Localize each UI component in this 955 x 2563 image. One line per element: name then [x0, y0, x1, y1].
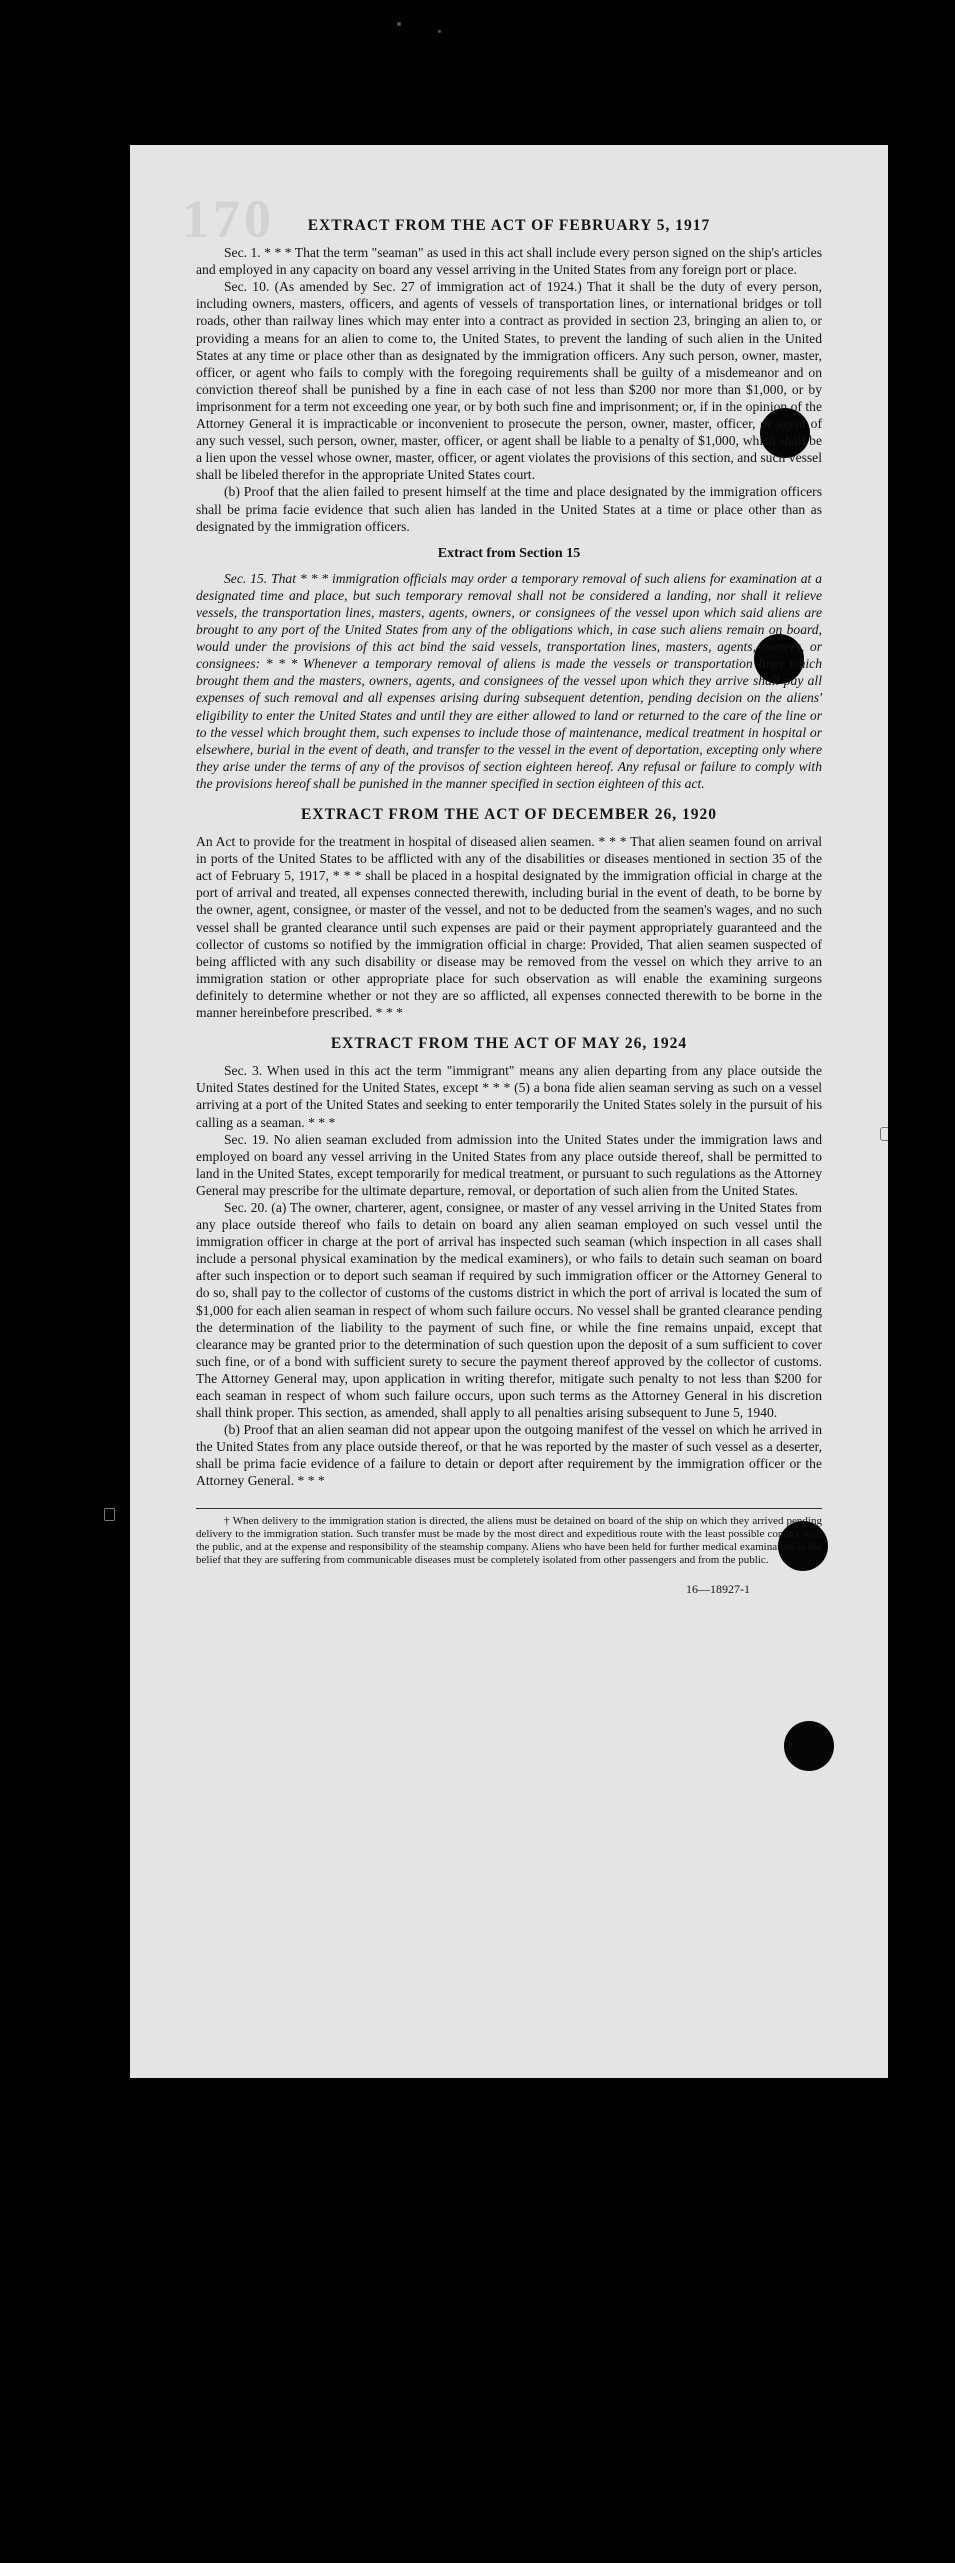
paragraph: Sec. 20. (a) The owner, charterer, agent, consignee, or master of any vessel arriving in the United States from any place outside thereof who fails to detain on board any alien seaman employed on such vessel until the immigration officer in charge at the port of arrival has inspected such seaman (which inspection in all cases shall include a personal physical examination by the medical examiners), or who fails to detain such seaman on board after such inspection or to deport such seaman if required by such immigration officer or the Attorney General to do so, shall pay to the collector of customs of the customs district in which the port of arrival is located the sum of $1,000 for each alien seaman in respect of whom such failure occurs. No vessel shall be granted clearance pending the determination of the liability to the payment of such fine, or while the fine remains unpaid, except that clearance may be granted prior to the determination of such question upon the deposit of a sum sufficient to cover such fine, or of a bond with sufficient surety to secure the payment thereof approved by the collector of customs. The Attorney General may, upon application in writing therefor, mitigate such penalty to not less than $200 for each seaman in respect of whom such failure occurs, upon such terms as the Attorney General in his discretion shall think proper. This section, as amended, shall apply to all penalties arising subsequent to June 5, 1940.: [196, 1199, 822, 1421]
paragraph: Sec. 19. No alien seaman excluded from admission into the United States under the immigration laws and employed on board any vessel arriving in the United States from any place outside thereof, shall be permitted to land in the United States, except temporarily for medical treatment, or pursuant to such regulations as the Attorney General may prescribe for the ultimate departure, removal, or deportation of such alien from the United States.: [196, 1131, 822, 1198]
paragraph: Sec. 3. When used in this act the term "immigrant" means any alien departing from any place outside the United States destined for the United States, except * * * (5) a bona fide alien seaman serving as such on a vessel arriving at a port of the United States and seeking to enter temporarily the United States solely in the pursuit of his calling as a seaman. * * *: [196, 1063, 822, 1130]
scan-artifact: [397, 22, 401, 26]
section-heading: EXTRACT FROM THE ACT OF FEBRUARY 5, 1917: [307, 217, 711, 234]
ghost-stamp: 170: [182, 189, 275, 249]
paragraph: (b) Proof that the alien failed to present himself at the time and place designated by the immigration officers shall be prima facie evidence that such alien has landed in the United States at a time or place other than as designated by the immigration officers.: [196, 484, 822, 534]
punch-hole: [784, 1721, 834, 1771]
divider: [196, 1508, 822, 1509]
section-act-1920: [196, 806, 822, 1021]
section-subheading: Extract from Section 15: [437, 545, 581, 561]
scan-artifact: [104, 1508, 115, 1521]
scan-artifact: [438, 30, 441, 33]
paragraph: (b) Proof that an alien seaman did not appear upon the outgoing manifest of the vessel on which he arrived in the United States from any place outside thereof, or that he was reported by the master of such vessel as a deserter, shall be prima facie evidence of a failure to detain or deport after requirement by the immigration officer or the Attorney General. * * *: [196, 1422, 822, 1489]
section-act-1924: [196, 1035, 822, 1489]
paragraph: Sec. 1. * * * That the term "seaman" as used in this act shall include every person signed on the ship's articles and employed in any capacity on board any vessel arriving in the United States from any foreign port or place.: [196, 245, 822, 278]
section-extract-15: [196, 545, 822, 792]
form-number: 16—18927-1: [686, 1581, 750, 1596]
paragraph: Sec. 10. (As amended by Sec. 27 of immigration act of 1924.) That it shall be the duty of every person, including owners, masters, officers, and agents of vessels of transportation lines, or international bridges or toll roads, other than railway lines which may enter into a contract as provided in section 23, bringing an alien to, or providing a means for an alien to come to, the United States, to prevent the landing of such alien in the United States at any time or place other than as designated by the immigration officers. Any such person, owner, master, officer, or agent who fails to comply with the foregoing requirements shall be guilty of a misdemeanor and on conviction thereof shall be punished by a fine in each case of not less than $200 nor more than $1,000, or by imprisonment for a term not exceeding one year, or by both such fine and imprisonment; or, if in the opinion of the Attorney General it is impracticable or inconvenient to prosecute the person, owner, master, officer, or agent of any such vessel, such person, owner, master, officer, or agent shall be liable to a penalty of $1,000, which shall be a lien upon the vessel whose owner, master, officer, or agent violates the provisions of this section, and such vessel shall be libeled therefor in the appropriate United States court.: [196, 279, 822, 483]
paragraph: Sec. 15. That * * * immigration officials may order a temporary removal of such aliens for examination at a designated time and place, but such temporary removal shall not be considered a landing, nor shall it relieve vessels, the transportation lines, masters, agents, owners, or consignees of the vessel upon which said aliens are brought to any port of the United States from any of the obligations which, in case such aliens remain on board, would under the provisions of this act bind the said vessels, transportation lines, masters, agents, owners, or consignees: * * * Whenever a temporary removal of aliens is made the vessels or transportation lines which brought them and the masters, owners, agents, and consignees of the vessel upon which they arrive shall pay all expenses of such removal and all expenses arising during subsequent detention, pending decision on the aliens' eligibility to enter the United States and until they are either allowed to land or returned to the care of the line or to the vessel which brought them, such expenses to include those of maintenance, medical treatment in hospital or elsewhere, burial in the event of death, and transfer to the vessel in the event of deportation, excepting only where they arise under the terms of any of the provisos of section eighteen hereof. Any refusal or failure to comply with the provisions hereof shall be punished in the manner specified in section eighteen of this act.: [196, 570, 822, 791]
section-heading: EXTRACT FROM THE ACT OF DECEMBER 26, 1920: [301, 806, 717, 823]
document-page: [130, 145, 888, 2078]
footnote: † When delivery to the immigration station is directed, the aliens must be detained on board of the ship on which they arrived pending delivery to the immigration station. Such transfer must be made by the most direct and expeditious route with the least possible contact with the public, and at the expense and responsibility of the steamship company. Aliens who have been held for further medical examination in the belief that they are suffering from communicable diseases must be completely isolated from other passengers and from the public.: [196, 1514, 822, 1566]
edge-mark: [880, 1127, 888, 1141]
paragraph: An Act to provide for the treatment in hospital of diseased alien seamen. * * * That alien seamen found on arrival in ports of the United States to be afflicted with any of the disabilities or diseases mentioned in section 35 of the act of February 5, 1917, * * * shall be placed in a hospital designated by the immigration official in charge at the port of arrival and treated, all expenses connected therewith, including burial in the event of death, to be borne by the owner, agent, consignee, or master of the vessel, and not to be deducted from the seamen's wages, and no such vessel shall be granted clearance until such expenses are paid or their payment appropriately guaranteed and the collector of customs so notified by the immigration official in charge: Provided, That alien seamen suspected of being afflicted with any such disability or disease may be removed from the vessel on which they arrive to an immigration station or other appropriate place for such observation as will enable the examining surgeons definitely to determine whether or not they are so afflicted, all expenses connected therewith to be borne in the manner hereinbefore prescribed. * * *: [196, 834, 822, 1021]
section-heading: EXTRACT FROM THE ACT OF MAY 26, 1924: [330, 1035, 688, 1053]
section-act-1917: [196, 217, 822, 535]
